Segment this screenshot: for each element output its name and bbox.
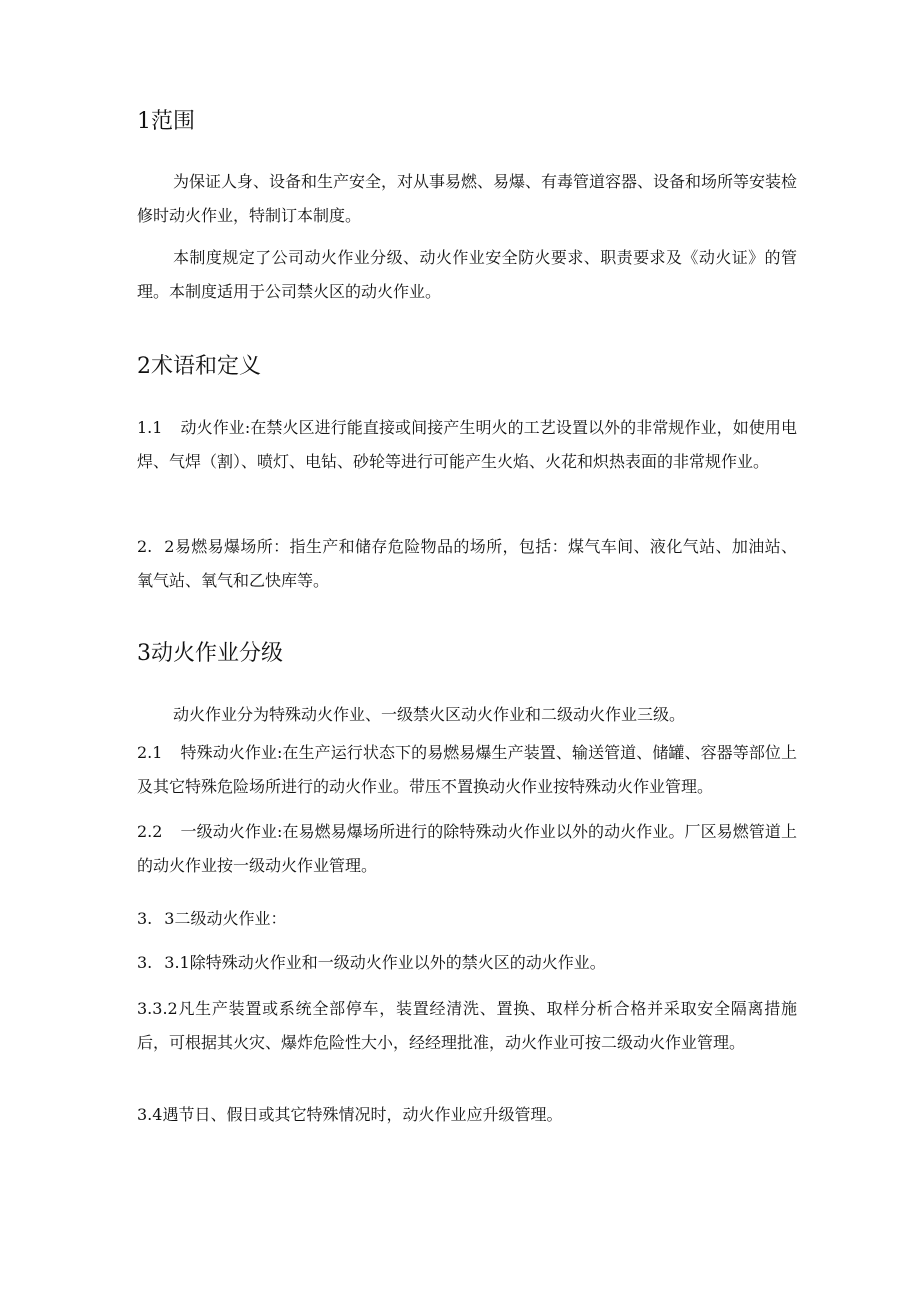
section-3-intro: 动火作业分为特殊动火作业、一级禁火区动火作业和二级动火作业三级。 (173, 705, 686, 724)
item-number: 2.2 (137, 822, 163, 841)
section-2-item-2 (137, 530, 797, 598)
item-number: 3. (137, 953, 153, 972)
item-text: 3二级动火作业： (164, 909, 287, 928)
item-text: 3.1除特殊动火作业和一级动火作业以外的禁火区的动火作业。 (164, 953, 606, 972)
item-text: 一级动火作业:在易燃易爆场所进行的除特殊动火作业以外的动火作业。厂区易燃管道上的动火作业按一级动火作业管理。 (137, 822, 797, 875)
item-text: 3.4遇节日、假日或其它特殊情况时，动火作业应升级管理。 (137, 1105, 563, 1124)
item-text: 2易燃易爆场所：指生产和储存危险物品的场所，包括：煤气车间、液化气站、加油站、氧气站、氧气和乙快库等。 (137, 537, 797, 590)
item-text: 动火作业:在禁火区进行能直接或间接产生明火的工艺设置以外的非常规作业，如使用电焊、气焊（割）、喷灯、电钻、砂轮等进行可能产生火焰、火花和炽热表面的非常规作业。 (137, 418, 797, 471)
section-2-title: 2术语和定义 (137, 354, 261, 379)
section-3-item-3 (137, 902, 797, 936)
section-1-title: 1范围 (137, 109, 195, 134)
section-3-item-6 (137, 1098, 797, 1132)
section-2-item-1 (137, 411, 797, 479)
item-text: 特殊动火作业:在生产运行状态下的易燃易爆生产装置、输送管道、储罐、容器等部位上及其它特殊危险场所进行的动火作业。带压不置换动火作业按特殊动火作业管理。 (137, 743, 797, 796)
section-3-item-5 (137, 992, 797, 1060)
item-number: 1.1 (137, 418, 163, 437)
section-3-item-4 (137, 946, 797, 980)
section-3-item-2 (137, 815, 797, 883)
item-number: 3. (137, 909, 153, 928)
section-1-paragraph-2: 本制度规定了公司动火作业分级、动火作业安全防火要求、职责要求及《动火证》的管理。本制度适用于公司禁火区的动火作业。 (137, 248, 797, 301)
item-number: 2.1 (137, 743, 163, 762)
section-3-item-1 (137, 736, 797, 804)
section-1-paragraph-1: 为保证人身、设备和生产安全，对从事易燃、易爆、有毒管道容器、设备和场所等安装检修时动火作业，特制订本制度。 (137, 172, 798, 225)
section-3-title: 3动火作业分级 (137, 641, 283, 666)
item-number: 2. (137, 537, 153, 556)
item-text: 3.3.2凡生产装置或系统全部停车，装置经清洗、置换、取样分析合格并采取安全隔离措施后，可根据其火灾、爆炸危险性大小，经经理批准，动火作业可按二级动火作业管理。 (137, 999, 797, 1052)
